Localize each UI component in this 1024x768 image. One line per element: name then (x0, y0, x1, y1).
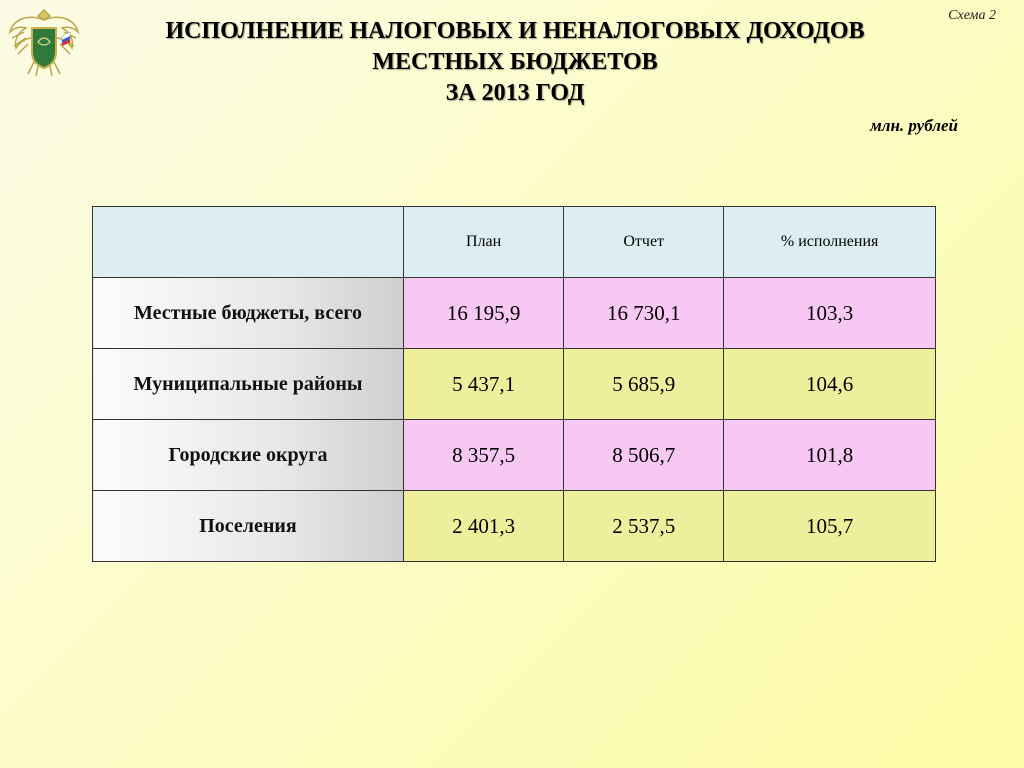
page-title (110, 16, 920, 109)
report-cell: 16 730,1 (564, 278, 724, 349)
column-header-report: Отчет (564, 207, 724, 278)
row-label: Местные бюджеты, всего (93, 278, 404, 349)
row-label: Муниципальные районы (93, 349, 404, 420)
percent-cell: 104,6 (724, 349, 936, 420)
percent-cell: 105,7 (724, 491, 936, 562)
title-line: ИСПОЛНЕНИЕ НАЛОГОВЫХ И НЕНАЛОГОВЫХ ДОХОДОВ (165, 18, 865, 44)
column-header-plan: План (404, 207, 564, 278)
plan-cell: 8 357,5 (404, 420, 564, 491)
column-header-percent: % исполнения (724, 207, 936, 278)
plan-cell: 5 437,1 (404, 349, 564, 420)
percent-cell: 101,8 (724, 420, 936, 491)
coat-of-arms-icon (4, 2, 84, 82)
scheme-label: Схема 2 (948, 8, 996, 23)
units-label: млн. рублей (870, 116, 958, 135)
plan-cell: 2 401,3 (404, 491, 564, 562)
table-row (93, 349, 936, 420)
column-header-empty (93, 207, 404, 278)
percent-cell: 103,3 (724, 278, 936, 349)
report-cell: 8 506,7 (564, 420, 724, 491)
row-label: Поселения (93, 491, 404, 562)
table-header-row (93, 207, 936, 278)
plan-cell: 16 195,9 (404, 278, 564, 349)
title-line: ЗА 2013 ГОД (445, 80, 585, 106)
report-cell: 5 685,9 (564, 349, 724, 420)
report-cell: 2 537,5 (564, 491, 724, 562)
revenue-table (92, 206, 936, 562)
table-row (93, 420, 936, 491)
table-row (93, 491, 936, 562)
row-label: Городские округа (93, 420, 404, 491)
table-row (93, 278, 936, 349)
title-line: МЕСТНЫХ БЮДЖЕТОВ (372, 49, 658, 75)
